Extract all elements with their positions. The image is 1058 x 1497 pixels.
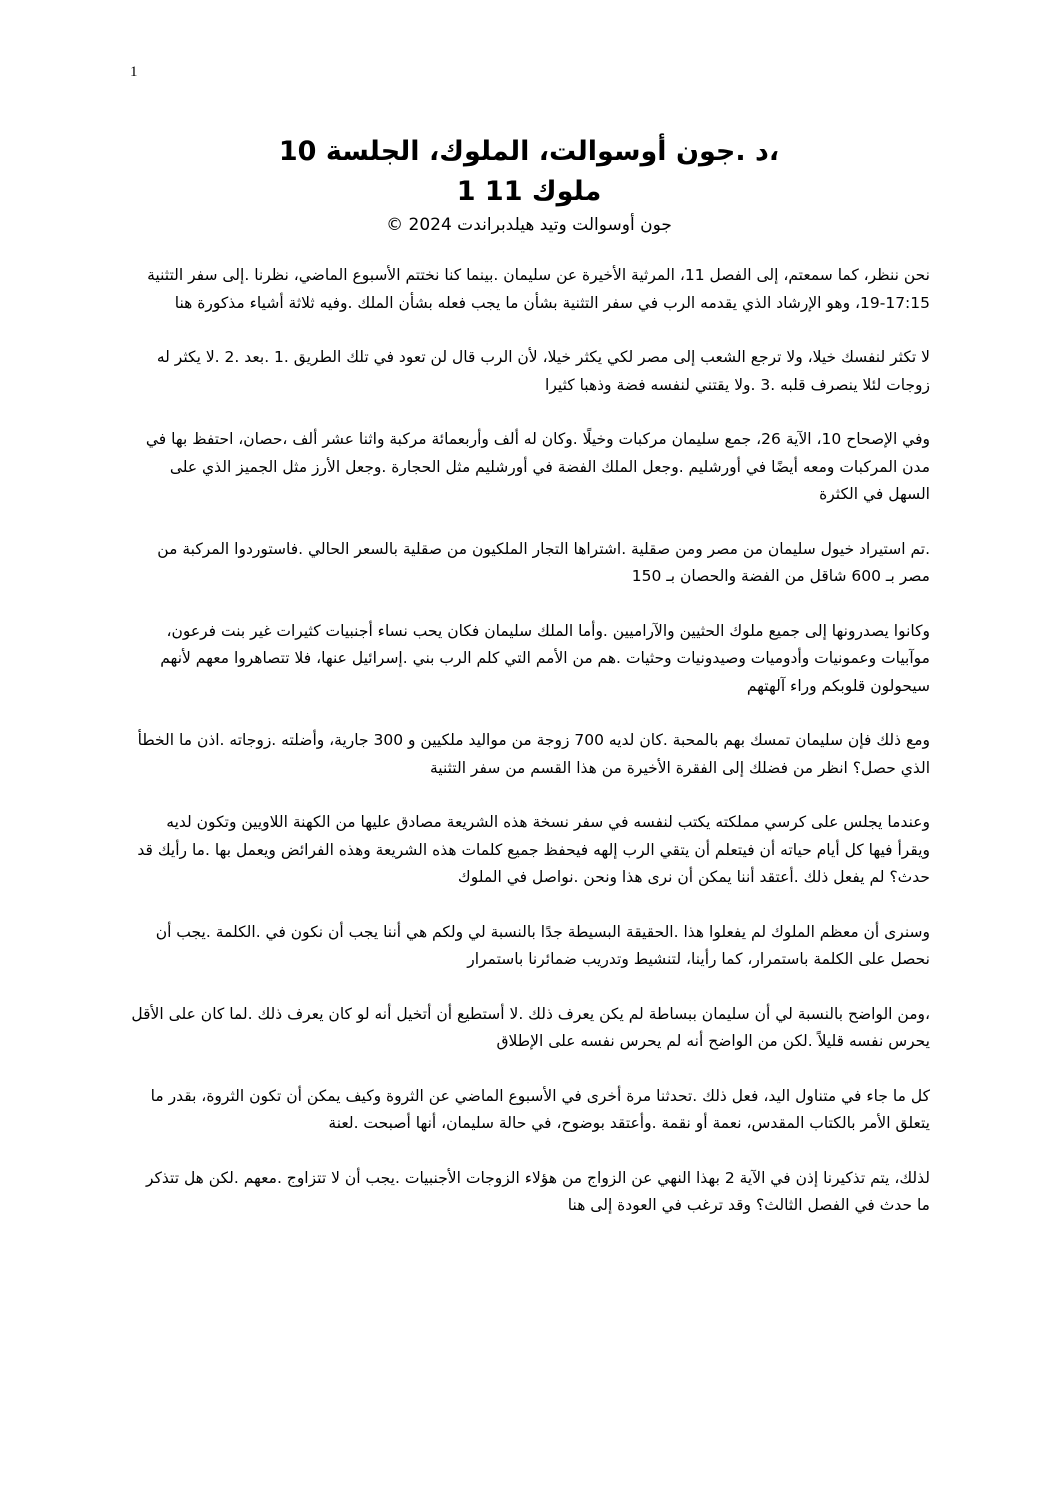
paragraph: لا تكثر لنفسك خيلا، ولا ترجع الشعب إلى مصر لكي يكثر خيلا، لأن الرب قال لن تعود في تلك الطريق .1 .بعد .2 .لا يكثر له زوجات لئلا ينصرف قلبه .3 .ولا يقتني لنفسه فضة وذهبا كثيرا — [156, 348, 930, 394]
paragraph: لذلك، يتم تذكيرنا إذن في الآية 2 بهذا النهي عن الزواج من هؤلاء الزوجات الأجنبيات .يجب أن لا تتزاوج .معهم .لكن هل تتذكر ما حدث في الفصل الثالث؟ وقد ترغب في العودة إلى هنا — [145, 1168, 930, 1214]
paragraph: .تم استيراد خيول سليمان من مصر ومن صقلية .اشتراها التجار الملكيون من صقلية بالسعر الحالي .فاستوردوا المركبة من مصر بـ 600 شاقل من الفضة والحصان بـ 150 — [157, 539, 930, 585]
page-number: 1 — [130, 64, 138, 80]
document-title — [130, 132, 928, 212]
paragraph: وكانوا يصدرونها إلى جميع ملوك الحثيين والآراميين .وأما الملك سليمان فكان يحب نساء أجنبيات كثيرات غير بنت فرعون، موآبيات وعمونيات وأدوميات وصيدونيات وحثيات .هم من الأمم التي كلم الرب بني .إسرائيل عنها، فلا تتصاهروا معهم لأنهم سيحولون قلوبكم وراء آلهتهم — [160, 621, 930, 695]
paragraph: وسنرى أن معظم الملوك لم يفعلوا هذا .الحقيقة البسيطة جدًا بالنسبة لي ولكم هي أننا يجب أن نكون في .الكلمة .يجب أن نحصل على الكلمة باستمرار، كما رأينا، لتنشيط وتدريب ضمائرنا باستمرار — [155, 922, 930, 968]
title-line-2: ملوك 11 1 — [456, 176, 602, 207]
paragraph: ومع ذلك فإن سليمان تمسك بهم بالمحبة .كان لديه 700 زوجة من مواليد ملكيين و 300 جارية، وأضلته .زوجاته .اذن ما الخطأ الذي حصل؟ انظر من فضلك إلى الفقرة الأخيرة من هذا القسم من سفر التثنية — [137, 731, 930, 777]
paragraph: وعندما يجلس على كرسي مملكته يكتب لنفسه في سفر نسخة هذه الشريعة مصادق عليها من الكهنة اللاويين وتكون لديه ويقرأ فيها كل أيام حياته أن فيتعلم أن يتقي الرب إلهه فيحفظ جميع كلمات هذه الشريعة وهذه الفرائض ويعمل بها .ما رأيك قد حدث؟ لم يفعل ذلك .أعتقد أننا يمكن أن نرى هذا ونحن .نواصل في الملوك — [137, 813, 930, 886]
copyright-line: جون أوسوالت وتيد هيلدبراندت 2024 © — [386, 215, 672, 235]
title-line-1: ،د .جون أوسوالت، الملوك، الجلسة 10 — [278, 136, 780, 167]
paragraph: وفي الإصحاح 10، الآية 26، جمع سليمان مركبات وخيلًا .وكان له ألف وأربعمائة مركبة واثنا عشر ألف ،حصان، احتفظ بها في مدن المركبات ومعه أيضًا في أورشليم .وجعل الملك الفضة في أورشليم مثل الحجارة .وجعل الأرز مثل الجميز الذي على السهل في الكثرة — [145, 430, 930, 503]
paragraph: كل ما جاء في متناول اليد، فعل ذلك .تحدثنا مرة أخرى في الأسبوع الماضي عن الثروة وكيف يمكن أن تكون الثروة، بقدر ما يتعلق الأمر بالكتاب المقدس، نعمة أو نقمة .وأعتقد بوضوح، في حالة سليمان، أنها أصبحت .لعنة — [150, 1086, 930, 1132]
document-body — [130, 262, 930, 1220]
paragraph: ،ومن الواضح بالنسبة لي أن سليمان ببساطة لم يكن يعرف ذلك .لا أستطيع أن أتخيل أنه لو كان يعرف ذلك .لما كان على الأقل يحرس نفسه قليلاً .لكن من الواضح أنه لم يحرس نفسه على الإطلاق — [131, 1004, 930, 1050]
paragraph: نحن ننظر، كما سمعتم، إلى الفصل 11، المرثية الأخيرة عن سليمان .بينما كنا نختتم الأسبوع الماضي، نظرنا .إلى سفر التثنية 17:15-19، وهو الإرشاد الذي يقدمه الرب في سفر التثنية بشأن ما يجب فعله بشأن الملك .وفيه ثلاثة أشياء مذكورة هنا — [147, 266, 930, 312]
